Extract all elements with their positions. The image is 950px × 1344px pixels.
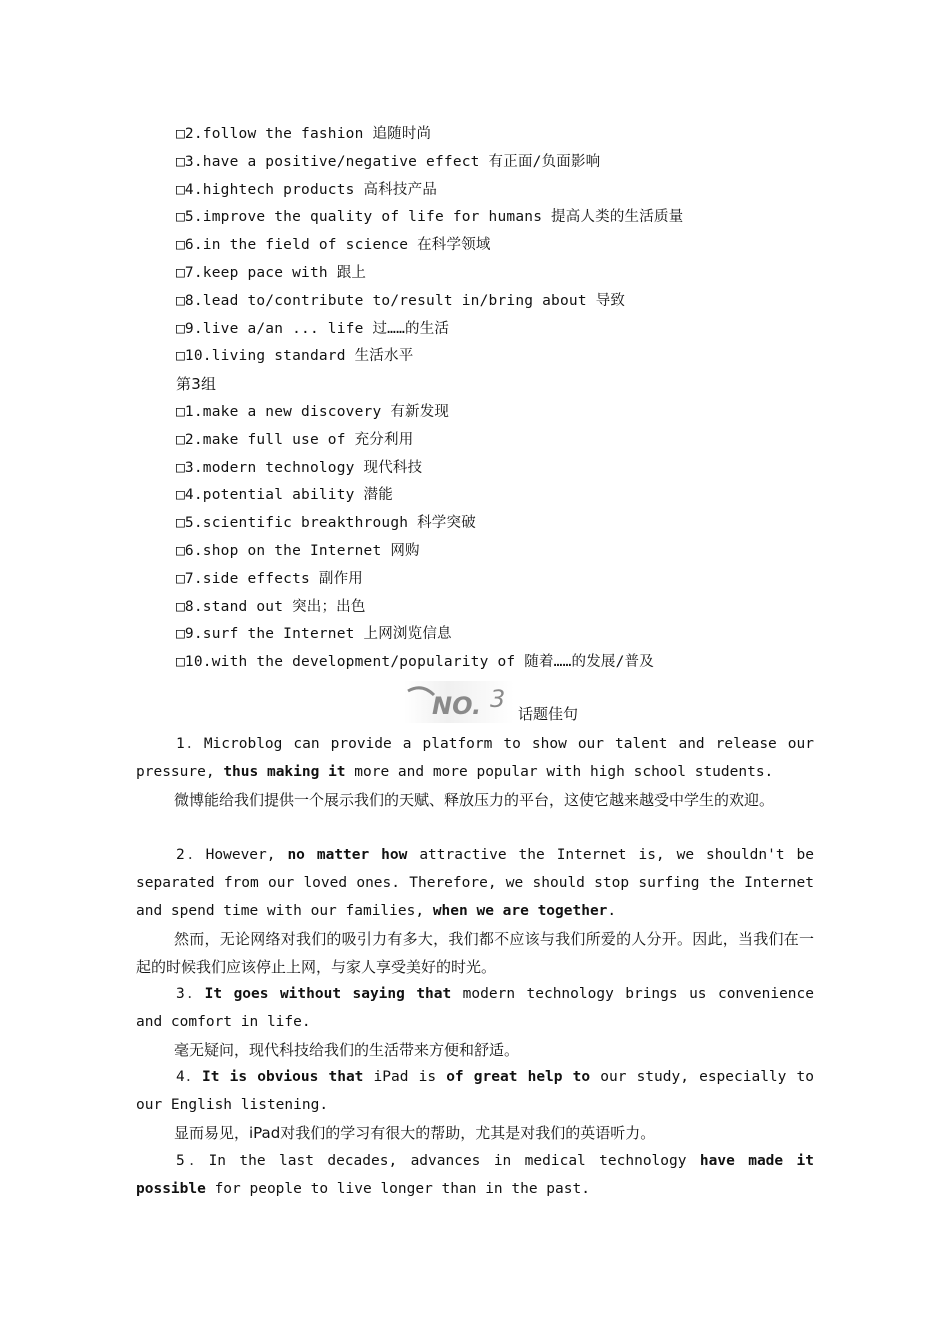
sentence-3-zh: 毫无疑问，现代科技给我们的生活带来方便和舒适。 xyxy=(174,1041,520,1059)
vocab-item: □9.live a/an ... life 过……的生活 xyxy=(176,320,450,337)
vocab-item: □7.keep pace with 跟上 xyxy=(176,264,367,281)
sentence-3-en: 3．It goes without saying that modern technology brings us convenience and comfort in life. xyxy=(136,986,814,1030)
vocab-item: □10.with the development/popularity of 随着……的发展/普及 xyxy=(176,654,654,671)
no3-badge-icon xyxy=(404,681,514,723)
vocab-item: □8.stand out 突出；出色 xyxy=(176,598,366,615)
vocab-item: □2.follow the fashion 追随时尚 xyxy=(176,126,432,142)
vocab-item: □10.living standard 生活水平 xyxy=(176,348,414,365)
sentence-2-zh: 然而，无论网络对我们的吸引力有多大，我们都不应该与我们所爱的人分开。因此，当我们在一起的时候我们应该停止上网，与家人享受美好的时光。 xyxy=(136,930,814,976)
sentence-4-zh: 显而易见，iPad对我们的学习有很大的帮助，尤其是对我们的英语听力。 xyxy=(174,1124,656,1142)
vocab-item: □5.scientific breakthrough 科学突破 xyxy=(176,515,476,532)
vocab-item: □9.surf the Internet 上网浏览信息 xyxy=(176,626,452,643)
vocabulary-list xyxy=(176,121,683,677)
vocab-item: □3.have a positive/negative effect 有正面/负面影响 xyxy=(176,153,601,170)
sentence-2-en: 2．However, no matter how attractive the Internet is, we shouldn't be separated from our loved ones. Therefore, we should stop surfing the Internet and spend time with our families, when we are together. xyxy=(136,847,814,919)
sentence-4-en: 4．It is obvious that iPad is of great help to our study, especially to our English listening. xyxy=(136,1069,814,1113)
svg-text:3: 3 xyxy=(490,685,506,713)
vocab-item: □7.side effects 副作用 xyxy=(176,570,363,587)
sentence-1-zh: 微博能给我们提供一个展示我们的天赋、释放压力的平台，这使它越来越受中学生的欢迎。 xyxy=(174,791,775,809)
vocab-item: □5.improve the quality of life for humans 提高人类的生活质量 xyxy=(176,209,684,226)
svg-text:NO.: NO. xyxy=(432,692,482,720)
section-title: 话题佳句 xyxy=(518,705,579,723)
vocab-item: □3.modern technology 现代科技 xyxy=(176,459,423,476)
section-header xyxy=(404,681,604,725)
vocab-item: □4.hightech products 高科技产品 xyxy=(176,181,438,198)
vocab-item: □2.make full use of 充分利用 xyxy=(176,431,414,448)
vocab-item: □4.potential ability 潜能 xyxy=(176,487,393,504)
vocab-item: □1.make a new discovery 有新发现 xyxy=(176,403,450,420)
group-label: 第3组 xyxy=(176,375,217,394)
sentence-5-en: 5．In the last decades, advances in medical technology have made it possible for people to live longer than in the past. xyxy=(136,1153,814,1197)
vocab-item: □8.lead to/contribute to/result in/bring about 导致 xyxy=(176,292,626,309)
vocab-item: □6.in the field of science 在科学领域 xyxy=(176,237,491,254)
sentence-1-en: 1．Microblog can provide a platform to show our talent and release our pressure, thus making it more and more popular with high school students. xyxy=(136,736,814,780)
vocab-item: □6.shop on the Internet 网购 xyxy=(176,542,420,559)
